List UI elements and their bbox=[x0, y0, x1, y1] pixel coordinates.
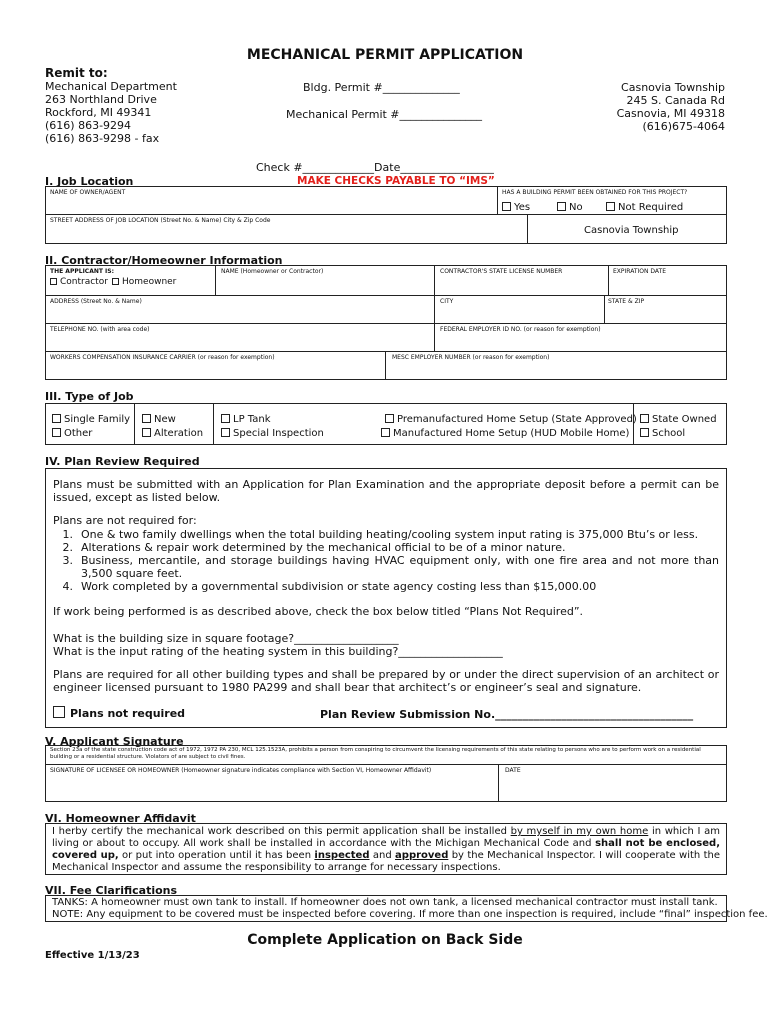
alteration-checkbox[interactable] bbox=[142, 428, 151, 437]
check-instruction: If work being performed is as described above, check the box below titled “Plans Not Required”. bbox=[53, 605, 584, 618]
other-checkbox[interactable] bbox=[52, 428, 61, 437]
mesc-number-label: MESC EMPLOYER NUMBER (or reason for exemption) bbox=[392, 354, 550, 361]
effective-date: Effective 1/13/23 bbox=[45, 950, 140, 961]
list-number: 1. bbox=[62, 528, 73, 541]
township-line: 245 S. Canada Rd bbox=[626, 94, 725, 107]
not-required-label: Not Required bbox=[618, 202, 684, 213]
list-text: Business, mercantile, and storage buildings having HVAC equipment only, with one fire area and not more than 3,500 square feet. bbox=[81, 554, 719, 580]
contractor-label: Contractor bbox=[60, 277, 108, 287]
plans-not-required-option[interactable] bbox=[53, 706, 185, 720]
single-family-label: Single Family bbox=[64, 414, 131, 425]
township-line: Casnovia Township bbox=[621, 81, 725, 94]
list-item bbox=[53, 528, 719, 541]
complete-back-side-note: Complete Application on Back Side bbox=[247, 932, 523, 948]
premanufactured-label: Premanufactured Home Setup (State Approved) bbox=[397, 414, 637, 425]
affidavit-part: I herby certify the mechanical work described on this permit application shall be installed bbox=[52, 826, 511, 837]
list-text: Alterations & repair work determined by the mechanical official to be of a minor nature. bbox=[81, 541, 566, 554]
premanufactured-option[interactable] bbox=[385, 414, 637, 426]
list-item bbox=[53, 580, 719, 593]
federal-id-field[interactable] bbox=[436, 334, 725, 349]
plans-required-text: Plans are required for all other building types and shall be prepared by or under the direct supervision of an architect or engineer licensed pursuant to 1980 PA299 and shall bear that architect’s or engineer’s seal and signature. bbox=[53, 668, 719, 694]
workers-comp-label: WORKERS COMPENSATION INSURANCE CARRIER (or reason for exemption) bbox=[50, 354, 275, 361]
contractor-checkbox[interactable] bbox=[50, 278, 57, 285]
section-fee-heading: VII. Fee Clarifications bbox=[45, 884, 178, 897]
state-owned-checkbox[interactable] bbox=[640, 414, 649, 423]
manufactured-checkbox[interactable] bbox=[381, 428, 390, 437]
lp-tank-label: LP Tank bbox=[233, 414, 271, 425]
equipment-note: NOTE: Any equipment to be covered must be inspected before covering. If more than one inspection is required, include “final” inspection fee. bbox=[52, 909, 768, 920]
contractor-name-label: NAME (Homeowner or Contractor) bbox=[221, 268, 324, 275]
no-label: No bbox=[569, 202, 583, 213]
section-contractor-heading: II. Contractor/Homeowner Information bbox=[45, 254, 283, 267]
signature-field[interactable] bbox=[47, 776, 496, 800]
remit-line: (616) 863-9298 - fax bbox=[45, 132, 160, 145]
township-line: (616)675-4064 bbox=[642, 120, 725, 133]
telephone-label: TELEPHONE NO. (with area code) bbox=[50, 326, 150, 333]
tanks-note: TANKS: A homeowner must own tank to install. If homeowner does not own tank, a licensed mechanical contractor must install tank. bbox=[52, 897, 718, 908]
building-permit-question: HAS A BUILDING PERMIT BEEN OBTAINED FOR THIS PROJECT? bbox=[502, 189, 688, 196]
remit-heading: Remit to: bbox=[45, 66, 108, 80]
affidavit-text bbox=[52, 826, 720, 874]
permit-no-option[interactable] bbox=[557, 202, 583, 214]
plan-review-submission-field[interactable]: Plan Review Submission No.____________________________________ bbox=[320, 708, 694, 721]
check-date-field[interactable]: Check #_____________Date_________________ bbox=[256, 161, 494, 174]
license-number-field[interactable] bbox=[436, 277, 606, 293]
single-family-option[interactable] bbox=[52, 414, 130, 426]
new-label: New bbox=[154, 414, 176, 425]
signature-label: SIGNATURE OF LICENSEE OR HOMEOWNER (Homeowner signature indicates compliance with Section VI, Homeowner Affidavit) bbox=[50, 767, 432, 774]
list-text: One & two family dwellings when the total building heating/cooling system input rating is 375,000 Btu’s or less. bbox=[81, 528, 699, 541]
remit-line: 263 Northland Drive bbox=[45, 93, 157, 106]
homeowner-option[interactable] bbox=[112, 276, 176, 288]
premanufactured-checkbox[interactable] bbox=[385, 414, 394, 423]
list-item bbox=[53, 554, 719, 580]
special-inspection-label: Special Inspection bbox=[233, 428, 324, 439]
owner-agent-field[interactable] bbox=[47, 197, 495, 213]
homeowner-label: Homeowner bbox=[122, 277, 177, 287]
not-required-checkbox[interactable] bbox=[606, 202, 615, 211]
bldg-permit-field[interactable]: Bldg. Permit #______________ bbox=[303, 81, 460, 94]
remit-block bbox=[45, 66, 177, 145]
plan-review-intro: Plans must be submitted with an Application for Plan Examination and the appropriate deposit before a permit can be issued, except as listed below. bbox=[53, 478, 719, 504]
state-zip-field[interactable] bbox=[606, 306, 725, 321]
affidavit-part: and bbox=[369, 850, 396, 861]
affidavit-part: inspected bbox=[314, 850, 370, 861]
section-affidavit-heading: VI. Homeowner Affidavit bbox=[45, 812, 196, 825]
exemption-list bbox=[53, 528, 719, 593]
yes-checkbox[interactable] bbox=[502, 202, 511, 211]
section-plan-review-heading: IV. Plan Review Required bbox=[45, 455, 200, 468]
lp-tank-checkbox[interactable] bbox=[221, 414, 230, 423]
manufactured-option[interactable] bbox=[381, 428, 629, 440]
page-title: MECHANICAL PERMIT APPLICATION bbox=[246, 47, 524, 63]
affidavit-part: or put into operation until it has been bbox=[118, 850, 315, 861]
single-family-checkbox[interactable] bbox=[52, 414, 61, 423]
affidavit-part: by the Mechanical Inspector. I will cooperate with the Mechanical Inspector and assume the responsibility to arrange for necessary inspections. bbox=[52, 850, 721, 873]
plans-not-required-intro: Plans are not required for: bbox=[53, 514, 197, 527]
alteration-label: Alteration bbox=[154, 428, 204, 439]
affidavit-part: by myself in my own home bbox=[510, 826, 649, 837]
section-job-location-heading: I. Job Location bbox=[45, 175, 134, 188]
remit-line: (616) 863-9294 bbox=[45, 119, 132, 132]
new-option[interactable] bbox=[142, 414, 176, 426]
school-option[interactable] bbox=[640, 428, 685, 440]
township-value: Casnovia Township bbox=[584, 225, 679, 236]
yes-label: Yes bbox=[514, 202, 531, 213]
expiration-date-field[interactable] bbox=[610, 277, 725, 293]
workers-comp-field[interactable] bbox=[47, 362, 383, 378]
license-number-label: CONTRACTOR'S STATE LICENSE NUMBER bbox=[440, 268, 563, 275]
list-item bbox=[53, 541, 719, 554]
signature-date-field[interactable] bbox=[500, 776, 725, 800]
list-number: 3. bbox=[62, 554, 73, 567]
special-inspection-option[interactable] bbox=[221, 428, 324, 440]
no-checkbox[interactable] bbox=[557, 202, 566, 211]
township-line: Casnovia, MI 49318 bbox=[616, 107, 725, 120]
school-checkbox[interactable] bbox=[640, 428, 649, 437]
permit-not-required-option[interactable] bbox=[606, 202, 683, 214]
list-text: Work completed by a governmental subdivision or state agency costing less than $15,000.00 bbox=[81, 580, 597, 593]
new-checkbox[interactable] bbox=[142, 414, 151, 423]
mesc-number-field[interactable] bbox=[387, 362, 725, 378]
township-block bbox=[617, 81, 725, 133]
federal-id-label: FEDERAL EMPLOYER ID NO. (or reason for exemption) bbox=[440, 326, 601, 333]
state-zip-label: STATE & ZIP bbox=[608, 298, 645, 305]
signature-legal-text: Section 23a of the state construction code act of 1972, 1972 PA 230, MCL 125.1523A, prohibits a person from conspiring to circumvent the licensing requirements of this state relating to persons who are to perform work on a residential building or a residential structure. Violators of are subject to civil fines. bbox=[50, 747, 701, 760]
remit-line: Mechanical Department bbox=[45, 80, 177, 93]
special-inspection-checkbox[interactable] bbox=[221, 428, 230, 437]
affidavit-part: in which I am living or about to occupy. All work shall be installed in accordance with the Michigan Mechanical Code and bbox=[52, 826, 720, 849]
affidavit-part: shall not be enclosed, covered up, bbox=[52, 838, 721, 861]
other-option[interactable] bbox=[52, 428, 92, 440]
building-size-question[interactable]: What is the building size in square footage?___________________ bbox=[53, 632, 399, 645]
remit-line: Rockford, MI 49341 bbox=[45, 106, 152, 119]
payable-notice: MAKE CHECKS PAYABLE TO “IMS” bbox=[297, 175, 495, 187]
alteration-option[interactable] bbox=[142, 428, 203, 440]
homeowner-checkbox[interactable] bbox=[112, 278, 119, 285]
expiration-date-label: EXPIRATION DATE bbox=[613, 268, 667, 275]
input-rating-question[interactable]: What is the input rating of the heating system in this building?___________________ bbox=[53, 645, 503, 658]
street-address-field[interactable] bbox=[47, 226, 525, 242]
telephone-field[interactable] bbox=[47, 334, 432, 349]
signature-date-label: DATE bbox=[505, 767, 521, 774]
list-number: 4. bbox=[62, 580, 73, 593]
plans-not-required-label: Plans not required bbox=[70, 707, 186, 720]
affidavit-part: approved bbox=[395, 850, 449, 861]
section-signature-heading: V. Applicant Signature bbox=[45, 735, 184, 748]
list-number: 2. bbox=[62, 541, 73, 554]
state-owned-option[interactable] bbox=[640, 414, 717, 426]
contractor-name-field[interactable] bbox=[217, 277, 432, 293]
plans-not-required-checkbox[interactable] bbox=[53, 706, 65, 718]
lp-tank-option[interactable] bbox=[221, 414, 271, 426]
city-label: CITY bbox=[440, 298, 454, 305]
manufactured-label: Manufactured Home Setup (HUD Mobile Home) bbox=[393, 428, 630, 439]
other-label: Other bbox=[64, 428, 93, 439]
address-field[interactable] bbox=[47, 306, 432, 321]
city-field[interactable] bbox=[436, 306, 602, 321]
school-label: School bbox=[652, 428, 686, 439]
street-address-label: STREET ADDRESS OF JOB LOCATION (Street No. & Name) City & Zip Code bbox=[50, 217, 271, 224]
mechanical-permit-field[interactable]: Mechanical Permit #_______________ bbox=[286, 108, 483, 121]
owner-agent-label: NAME OF OWNER/AGENT bbox=[50, 189, 126, 196]
contractor-option[interactable] bbox=[50, 276, 108, 288]
permit-yes-option[interactable] bbox=[502, 202, 530, 214]
state-owned-label: State Owned bbox=[652, 414, 717, 425]
section-type-of-job-heading: III. Type of Job bbox=[45, 390, 134, 403]
applicant-is-label: THE APPLICANT IS: bbox=[50, 268, 114, 275]
address-label: ADDRESS (Street No. & Name) bbox=[50, 298, 142, 305]
